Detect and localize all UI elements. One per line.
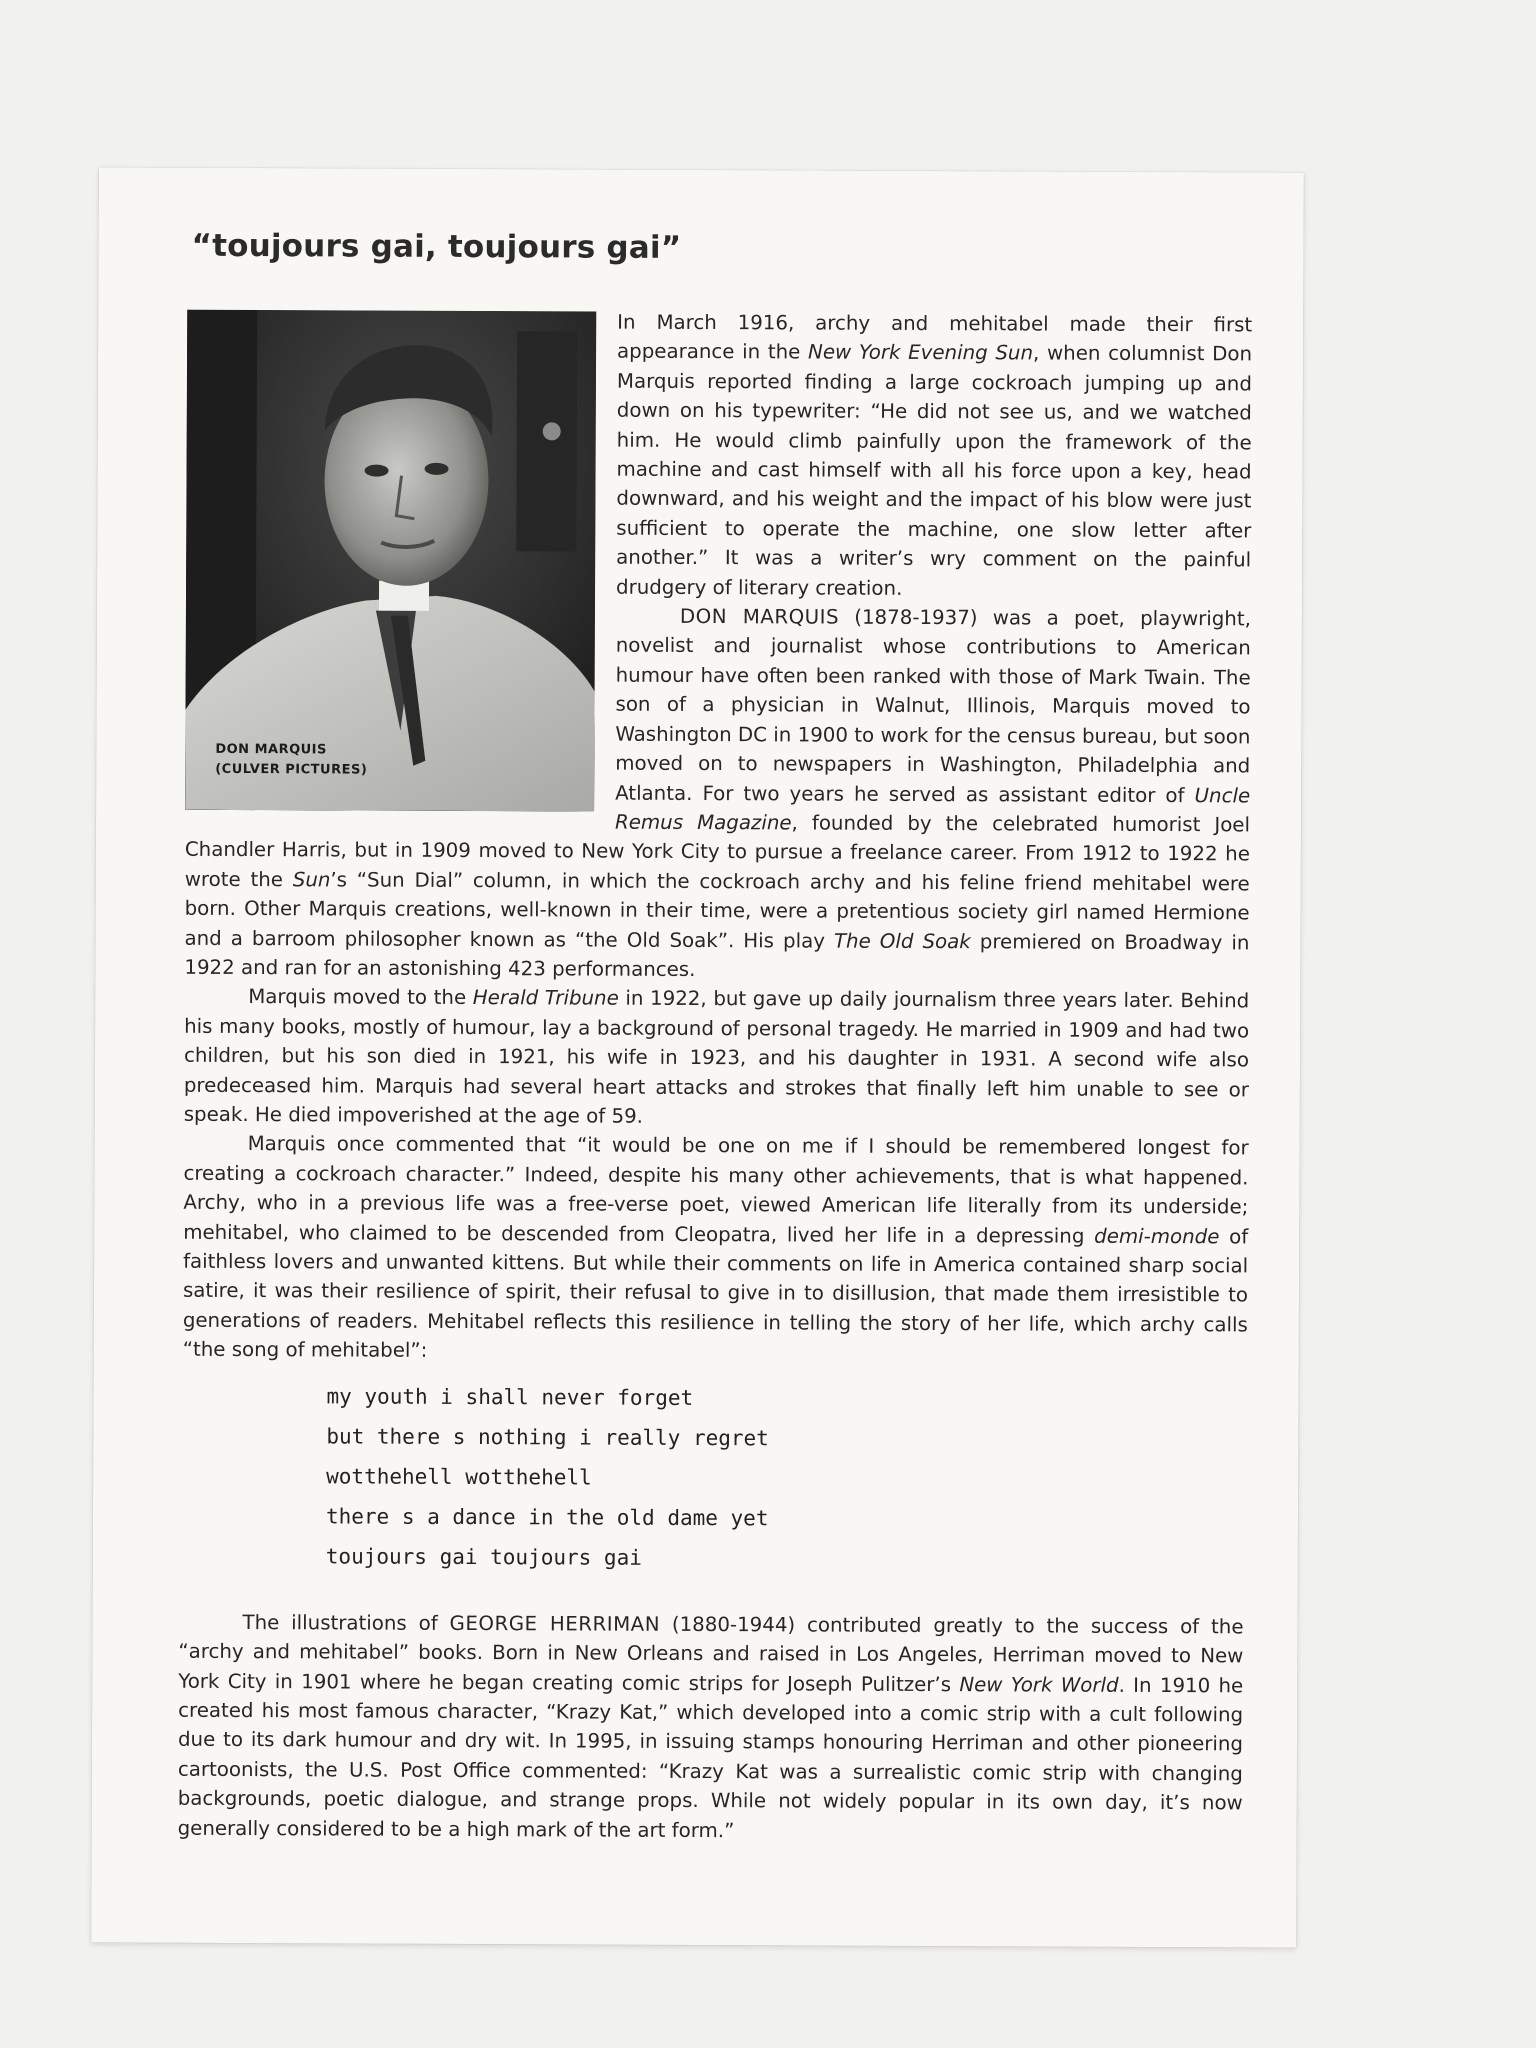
paragraph-herriman: The illustrations of GEORGE HERRIMAN (1880-1944) contributed greatly to the success of the “archy and mehitabel” books. Born in New Orleans and raised in Los Angeles, Herriman moved to New York City in 1901 where he began creating comic strips for Joseph Pulitzer’s New York World. In 1910 he created his most famous character, “Krazy Kat,” which developed into a comic strip with a cult following due to its dark humour and dry wit. In 1995, in issuing stamps honouring Herriman and other pioneering cartoonists, the U.S. Post Office commented: “Krazy Kat was a surrealistic comic strip with changing backgrounds, poetic dialogue, and strange props. While not widely popular in its own day, it’s now generally considered to be a high mark of the art form.” [177,1610,1244,1842]
poem-line: but there s nothing i really regret [326,1424,769,1451]
paragraph-marquis-later-life: Marquis moved to the Herald Tribune in 1922, but gave up daily journalism three years later. Behind his many books, mostly of humour, lay a background of personal tragedy. He married in 1909 and had two children, but his son died in 1921, his wife in 1923, and his daughter in 1931. A second wife also predeceased him. Marquis had several heart attacks and strokes that finally left him unable to see or speak. He died impoverished at the age of 59. [183,985,1250,1128]
paragraph-marquis-bio: DON MARQUIS (1878-1937) was a poet, playwright, novelist and journalist whose contributions to American humour have often been ranked with those of Mark Twain. The son of a physician in Walnut, Illinois, Marquis moved to Washington DC in 1900 to work for the census bureau, but soon moved on to newspapers in Washington, Philadelphia and Atlanta. For two years he served as assistant editor of Uncle Remus Magazine, founded by the celebrated humorist Joel Chandler Harris, but in 1909 moved to New York City to pursue a freelance career. From 1912 to 1922 he wrote the Sun’s “Sun Dial” column, in which the cockroach archy and his feline friend mehitabel were born. Other Marquis creations, well-known in their time, were a pretentious society girl named Hermione and a barroom philosopher known as “the Old Soak”. His play The Old Soak premiered on Broadway in 1922 and ran for an astonishing 423 performances. [184,604,1251,981]
poem-song-of-mehitabel [326,1376,769,1578]
poem-line: toujours gai toujours gai [325,1544,642,1570]
article-body [183,306,1253,1369]
page-title: “toujours gai, toujours gai” [191,227,682,266]
printed-page [91,167,1304,1947]
paragraph-intro: In March 1916, archy and mehitabel made their first appearance in the New York Evening Sun, when columnist Don Marquis reported finding a large cockroach jumping up and down on his typewriter: “He did not see us, and we watched him. He would climb painfully upon the framework of the machine and cast himself with all his force upon a key, head downward, and his weight and the impact of his blow were just sufficient to operate the machine, one slow letter after another.” It was a writer’s wry comment on the painful drudgery of literary creation. [616,310,1253,600]
poem-line: my youth i shall never forget [326,1384,694,1410]
caption-name: DON MARQUIS [215,741,327,758]
poem-line: there s a dance in the old dame yet [325,1504,769,1531]
paragraph-cockroach-character: Marquis once commented that “it would be one on me if I should be remembered longest for creating a cockroach character.” Indeed, despite his many other achievements, that is what happened. Archy, who in a previous life was a free-verse poet, viewed American life literally from its underside; mehitabel, who claimed to be descended from Cleopatra, lived her life in a depressing demi-monde of faithless lovers and unwanted kittens. But while their comments on life in America contained sharp social satire, it was their resilience of spirit, their refusal to give in to disillusion, that made them irresistible to generations of readers. Mehitabel reflects this resilience in telling the story of her life, which archy calls “the song of mehitabel”: [182,1132,1249,1363]
caption-credit: (CULVER PICTURES) [215,761,368,778]
poem-line: wotthehell wotthehell [326,1464,592,1490]
